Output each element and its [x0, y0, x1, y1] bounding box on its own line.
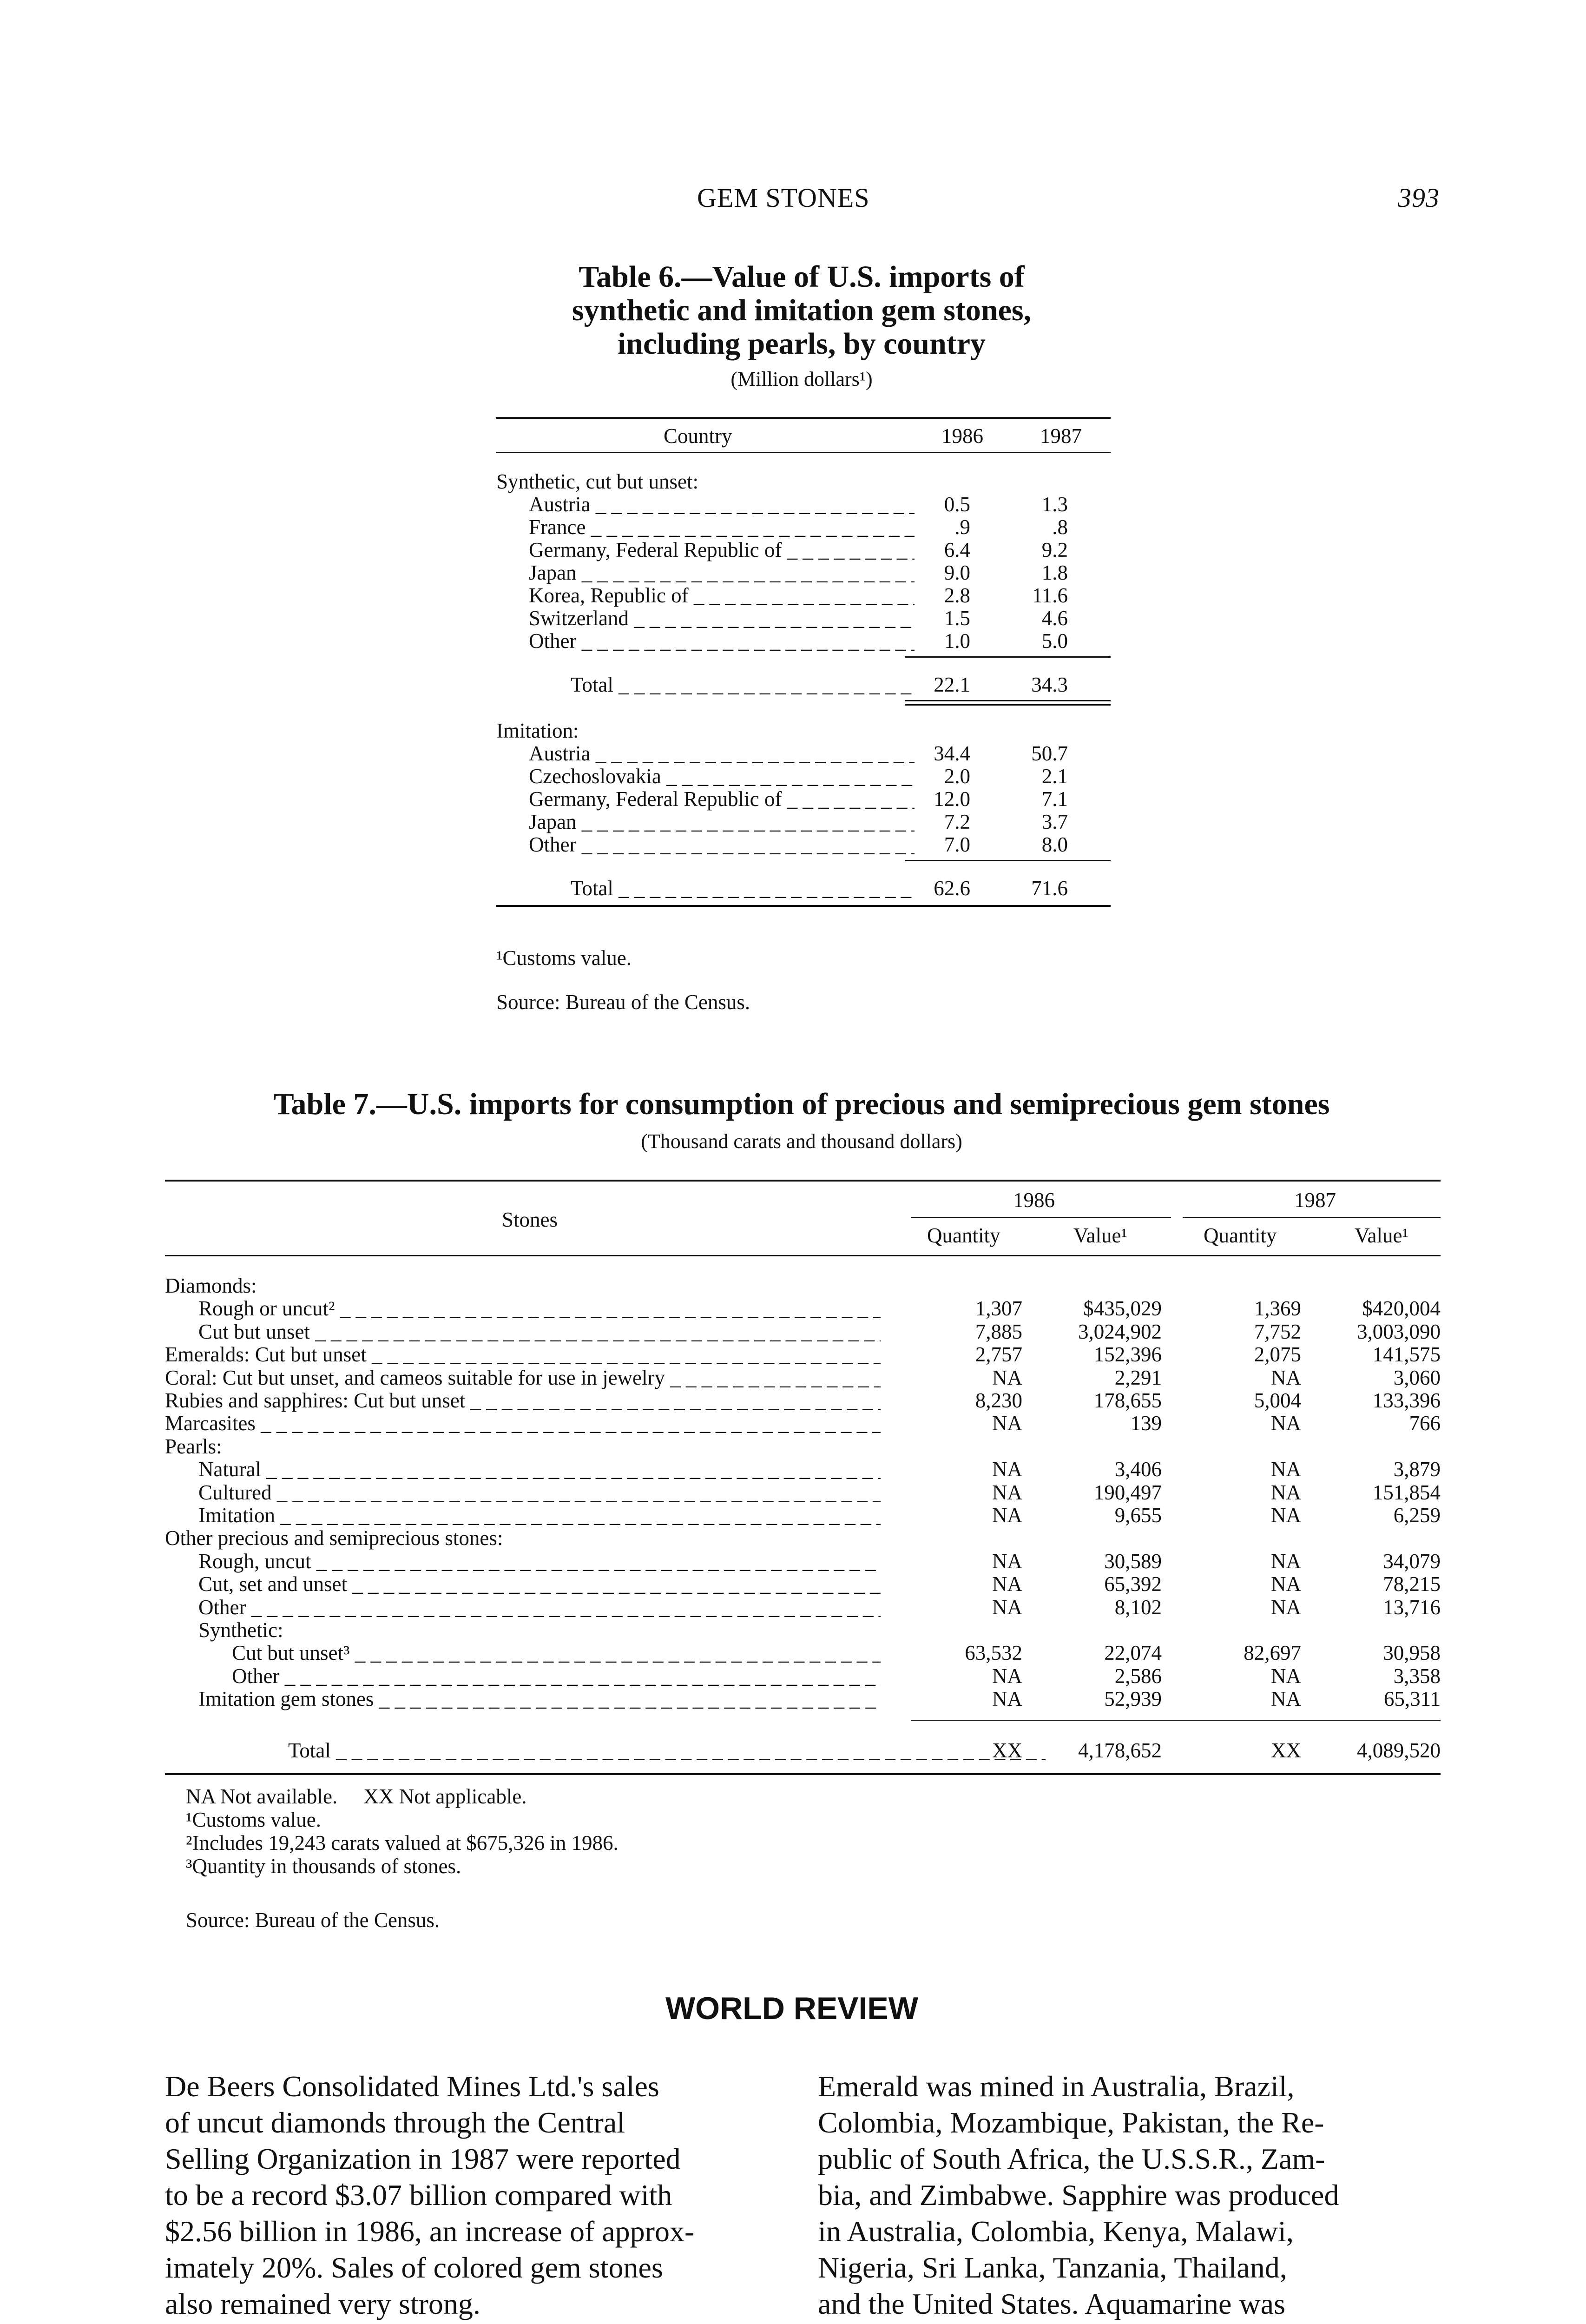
text-line: Selling Organization in 1987 were reported — [165, 2142, 681, 2175]
table-6 — [493, 260, 1111, 391]
table-cell: 65,311 — [1383, 1687, 1441, 1710]
table-cell: 7,752 — [1254, 1320, 1301, 1343]
country-label: Japan _ _ _ — [529, 810, 915, 834]
value-1987: .8 — [1052, 515, 1068, 539]
value-1987: 9.2 — [1041, 538, 1068, 561]
note-line: ²Includes 19,243 carats valued at $675,326 in 1986. — [186, 1831, 619, 1855]
running-title: GEM STONES — [697, 183, 870, 213]
text-line: Colombia, Mozambique, Pakistan, the Re- — [818, 2106, 1324, 2139]
text-line: in Australia, Colombia, Kenya, Malawi, — [818, 2215, 1294, 2248]
table-row — [165, 1342, 1441, 1365]
stone-label: Rough, uncut _ _ _ — [198, 1549, 881, 1573]
table-row — [496, 561, 1111, 583]
table-row — [165, 1664, 1441, 1687]
stone-label: Other _ _ _ — [198, 1595, 881, 1619]
table-row — [165, 1366, 1441, 1388]
table-cell: 13,716 — [1383, 1596, 1441, 1619]
table-cell: 52,939 — [1104, 1687, 1162, 1710]
total-1986: 62.6 — [934, 877, 970, 900]
value-1987: 5.0 — [1041, 629, 1068, 653]
section-heading: WORLD REVIEW — [665, 1991, 918, 2026]
total-row — [496, 876, 1111, 899]
table-cell: 9,655 — [1114, 1504, 1162, 1527]
table-row — [496, 492, 1111, 515]
text-line: public of South Africa, the U.S.S.R., Zam- — [818, 2142, 1325, 2175]
stone-label: Rubies and sapphires: Cut but unset _ _ _ — [165, 1388, 881, 1413]
double-rule — [905, 700, 1111, 701]
table-row — [165, 1480, 1441, 1503]
column-header-value: Value¹ — [1355, 1224, 1408, 1247]
table-cell: 8,230 — [975, 1389, 1022, 1412]
table-row — [496, 764, 1111, 787]
table-cell: NA — [992, 1504, 1022, 1527]
text-line: Emerald was mined in Australia, Brazil, — [818, 2070, 1295, 2103]
stone-label: Synthetic: — [198, 1618, 283, 1642]
table-cell: 133,396 — [1372, 1389, 1441, 1412]
table-cell: 151,854 — [1372, 1481, 1441, 1504]
table-cell: 1,369 — [1254, 1297, 1301, 1320]
value-1987: 4.6 — [1041, 607, 1068, 630]
table-row — [165, 1641, 1441, 1664]
table-cell: $420,004 — [1362, 1297, 1441, 1320]
table-cell: 3,879 — [1393, 1458, 1441, 1481]
table-row — [165, 1526, 1441, 1549]
value-1986: 7.2 — [944, 810, 970, 833]
table-row — [496, 583, 1111, 606]
total-label: Total _ _ _ — [571, 673, 915, 697]
table-cell: 3,060 — [1393, 1366, 1441, 1389]
total-cell: 4,178,652 — [1078, 1739, 1162, 1762]
value-1986: 1.5 — [944, 607, 970, 630]
table-cell: NA — [1271, 1687, 1301, 1710]
stone-label: Cultured _ _ _ — [198, 1480, 881, 1505]
table-row — [496, 810, 1111, 832]
stone-label: Coral: Cut but unset, and cameos suitable for use in jewelry _ _ _ — [165, 1366, 881, 1390]
table-cell: 2,757 — [975, 1343, 1022, 1366]
subtotal-rule — [905, 656, 1111, 658]
table-7-title: Table 7.—U.S. imports for consumption of precious and semiprecious gem stones — [273, 1087, 1330, 1121]
table-6-header-rule — [496, 452, 1111, 453]
table-6-footnote: ¹Customs value. — [496, 946, 632, 970]
column-header-value: Value¹ — [1073, 1224, 1127, 1247]
table-cell: 141,575 — [1372, 1343, 1441, 1366]
table-cell: 2,586 — [1114, 1664, 1162, 1688]
value-1986: 12.0 — [934, 787, 970, 811]
table-row — [165, 1320, 1441, 1342]
table-row — [165, 1274, 1441, 1296]
subtotal-rule — [905, 860, 1111, 861]
text-line: of uncut diamonds through the Central — [165, 2106, 625, 2139]
table-cell: 6,259 — [1393, 1504, 1441, 1527]
stone-label: Marcasites _ _ _ — [165, 1411, 881, 1435]
table-cell: NA — [1271, 1504, 1301, 1527]
table-cell: NA — [992, 1664, 1022, 1688]
value-1986: 34.4 — [934, 742, 970, 765]
table-cell: 2,075 — [1254, 1343, 1301, 1366]
country-label: Switzerland _ _ _ — [529, 606, 915, 630]
table-row — [165, 1296, 1441, 1319]
value-1986: 0.5 — [944, 493, 970, 516]
table-row — [165, 1687, 1441, 1710]
table-cell: NA — [1271, 1366, 1301, 1389]
table-cell: NA — [1271, 1458, 1301, 1481]
table-cell: NA — [992, 1366, 1022, 1389]
column-header-quantity: Quantity — [927, 1224, 1000, 1247]
column-header-quantity: Quantity — [1204, 1224, 1277, 1247]
stone-label: Pearls: — [165, 1435, 222, 1458]
table-6-title-line: including pearls, by country — [617, 327, 986, 361]
table-6-header-row — [496, 424, 1111, 447]
country-label: Germany, Federal Republic of _ _ _ — [529, 538, 915, 562]
table-row — [496, 538, 1111, 561]
country-label: Other _ _ _ — [529, 832, 915, 857]
value-1987: 2.1 — [1041, 765, 1068, 788]
text-column-left — [165, 2068, 778, 2322]
table-7-units: (Thousand carats and thousand dollars) — [641, 1130, 962, 1153]
table-row — [165, 1411, 1441, 1434]
table-cell: 65,392 — [1104, 1572, 1162, 1596]
table-cell: 139 — [1130, 1412, 1162, 1435]
stone-label: Imitation _ _ _ — [198, 1503, 881, 1527]
total-label: Total _ _ _ — [288, 1738, 1046, 1763]
table-6-section-heading-row — [496, 469, 1111, 492]
table-7-total-rule — [911, 1720, 1441, 1721]
table-6-section-heading-row — [496, 719, 1111, 741]
stone-label: Imitation gem stones _ _ _ — [198, 1687, 881, 1711]
value-1986: 1.0 — [944, 629, 970, 653]
section-heading: Imitation: — [496, 719, 579, 742]
table-cell: 82,697 — [1244, 1641, 1301, 1664]
table-cell: NA — [992, 1596, 1022, 1619]
double-rule — [905, 704, 1111, 706]
text-column-right — [818, 2068, 1441, 2322]
table-cell: NA — [1271, 1664, 1301, 1688]
table-cell: 7,885 — [975, 1320, 1022, 1343]
section-heading: Synthetic, cut but unset: — [496, 470, 698, 493]
table-row — [165, 1503, 1441, 1526]
table-6-title-line: Table 6.—Value of U.S. imports of — [579, 260, 1025, 294]
table-6-bottom-rule — [496, 905, 1111, 907]
table-7-bottom-rule — [165, 1773, 1441, 1775]
table-cell: 63,532 — [965, 1641, 1022, 1664]
table-cell: 30,589 — [1104, 1550, 1162, 1573]
table-cell: NA — [992, 1412, 1022, 1435]
table-cell: 152,396 — [1093, 1343, 1162, 1366]
country-label: France _ _ _ — [529, 515, 915, 539]
value-1987: 3.7 — [1041, 810, 1068, 833]
table-row — [496, 515, 1111, 538]
text-line: Nigeria, Sri Lanka, Tanzania, Thailand, — [818, 2251, 1287, 2284]
text-line: to be a record $3.07 billion compared with — [165, 2179, 672, 2212]
column-header: 1987 — [1040, 424, 1082, 448]
country-label: Other _ _ _ — [529, 629, 915, 653]
column-header: Country — [664, 424, 732, 448]
column-header-year: 1987 — [1294, 1188, 1336, 1212]
table-cell: NA — [1271, 1572, 1301, 1596]
country-label: Korea, Republic of _ _ _ — [529, 583, 915, 607]
table-cell: 34,079 — [1383, 1550, 1441, 1573]
value-1987: 1.8 — [1041, 561, 1068, 584]
table-cell: NA — [1271, 1481, 1301, 1504]
table-cell: NA — [1271, 1596, 1301, 1619]
value-1987: 8.0 — [1041, 833, 1068, 856]
stone-label: Natural _ _ _ — [198, 1457, 881, 1481]
table-row — [165, 1618, 1441, 1641]
table-7-notes — [186, 1785, 619, 1878]
country-label: Japan _ _ _ — [529, 561, 915, 585]
year-1986-rule — [911, 1217, 1171, 1218]
stone-label: Cut, set and unset _ _ _ — [198, 1572, 881, 1596]
table-cell: NA — [992, 1550, 1022, 1573]
table-6-title-line: synthetic and imitation gem stones, — [572, 293, 1032, 327]
table-cell: $435,029 — [1083, 1297, 1162, 1320]
table-7-header-rule — [165, 1255, 1441, 1256]
page-number: 393 — [1398, 183, 1440, 213]
table-row — [165, 1572, 1441, 1595]
note-line: ³Quantity in thousands of stones. — [186, 1855, 461, 1878]
table-cell: 30,958 — [1383, 1641, 1441, 1664]
table-cell: NA — [1271, 1550, 1301, 1573]
value-1987: 7.1 — [1041, 787, 1068, 811]
table-row — [496, 787, 1111, 810]
total-1987: 71.6 — [1031, 877, 1068, 900]
country-label: Austria _ _ _ — [529, 492, 915, 516]
stone-label: Other _ _ _ — [232, 1664, 881, 1688]
year-1987-rule — [1183, 1217, 1441, 1218]
total-1987: 34.3 — [1031, 673, 1068, 696]
table-row — [165, 1595, 1441, 1618]
table-7-top-rule — [165, 1180, 1441, 1182]
total-cell: 4,089,520 — [1357, 1739, 1441, 1762]
text-line: also remained very strong. — [165, 2287, 480, 2320]
stone-label: Rough or uncut² _ _ _ — [198, 1296, 881, 1320]
table-row — [165, 1549, 1441, 1572]
value-1987: 1.3 — [1041, 493, 1068, 516]
table-7-source: Source: Bureau of the Census. — [186, 1908, 440, 1932]
table-cell: NA — [1271, 1412, 1301, 1435]
table-cell: 78,215 — [1383, 1572, 1441, 1596]
table-row — [165, 1434, 1441, 1457]
country-label: Czechoslovakia _ _ _ — [529, 764, 915, 788]
value-1986: 2.0 — [944, 765, 970, 788]
stone-label: Emeralds: Cut but unset _ _ _ — [165, 1342, 881, 1367]
column-header-stones: Stones — [502, 1208, 558, 1231]
text-line: and the United States. Aquamarine was — [818, 2287, 1285, 2320]
note-line: ¹Customs value. — [186, 1808, 321, 1831]
total-cell: XX — [992, 1739, 1022, 1762]
table-row — [496, 741, 1111, 764]
stone-label: Cut but unset³ _ _ _ — [232, 1641, 881, 1665]
value-1986: 2.8 — [944, 584, 970, 607]
country-label: Germany, Federal Republic of _ _ _ — [529, 787, 915, 811]
table-cell: NA — [992, 1572, 1022, 1596]
value-1986: 6.4 — [944, 538, 970, 561]
table-7-total-row — [165, 1738, 1441, 1761]
note-line: NA Not available. XX Not applicable. — [186, 1785, 527, 1808]
value-1987: 11.6 — [1032, 584, 1068, 607]
stone-label: Other precious and semiprecious stones: — [165, 1526, 503, 1550]
table-cell: 2,291 — [1114, 1366, 1162, 1389]
stone-label: Cut but unset _ _ _ — [198, 1320, 881, 1344]
table-cell: 22,074 — [1104, 1641, 1162, 1664]
table-cell: 3,406 — [1114, 1458, 1162, 1481]
table-row — [496, 606, 1111, 629]
table-cell: 178,655 — [1093, 1389, 1162, 1412]
total-cell: XX — [1271, 1739, 1301, 1762]
value-1987: 50.7 — [1031, 742, 1068, 765]
table-cell: 766 — [1409, 1412, 1441, 1435]
table-6-units: (Million dollars¹) — [730, 368, 873, 390]
total-row — [496, 673, 1111, 695]
stone-label: Diamonds: — [165, 1274, 257, 1297]
table-row — [165, 1457, 1441, 1480]
table-6-source: Source: Bureau of the Census. — [496, 990, 750, 1014]
total-1986: 22.1 — [934, 673, 970, 696]
table-cell: 3,358 — [1393, 1664, 1441, 1688]
table-row — [496, 832, 1111, 855]
table-cell: 8,102 — [1114, 1596, 1162, 1619]
column-header: 1986 — [941, 424, 983, 448]
text-line: $2.56 billion in 1986, an increase of approx- — [165, 2215, 695, 2248]
table-cell: 190,497 — [1093, 1481, 1162, 1504]
table-row — [496, 629, 1111, 652]
table-cell: 3,003,090 — [1357, 1320, 1441, 1343]
table-cell: NA — [992, 1481, 1022, 1504]
text-line: bia, and Zimbabwe. Sapphire was produced — [818, 2179, 1339, 2212]
table-cell: NA — [992, 1458, 1022, 1481]
table-row — [165, 1388, 1441, 1411]
value-1986: .9 — [954, 515, 970, 539]
column-header-year: 1986 — [1013, 1188, 1055, 1212]
value-1986: 9.0 — [944, 561, 970, 584]
value-1986: 7.0 — [944, 833, 970, 856]
table-6-top-rule — [496, 417, 1111, 419]
total-label: Total _ _ _ — [571, 876, 915, 900]
text-line: imately 20%. Sales of colored gem stones — [165, 2251, 663, 2284]
table-cell: 1,307 — [975, 1297, 1022, 1320]
table-cell: 5,004 — [1254, 1389, 1301, 1412]
text-line: De Beers Consolidated Mines Ltd.'s sales — [165, 2070, 659, 2103]
table-cell: 3,024,902 — [1078, 1320, 1162, 1343]
country-label: Austria _ _ _ — [529, 741, 915, 766]
table-cell: NA — [992, 1687, 1022, 1710]
